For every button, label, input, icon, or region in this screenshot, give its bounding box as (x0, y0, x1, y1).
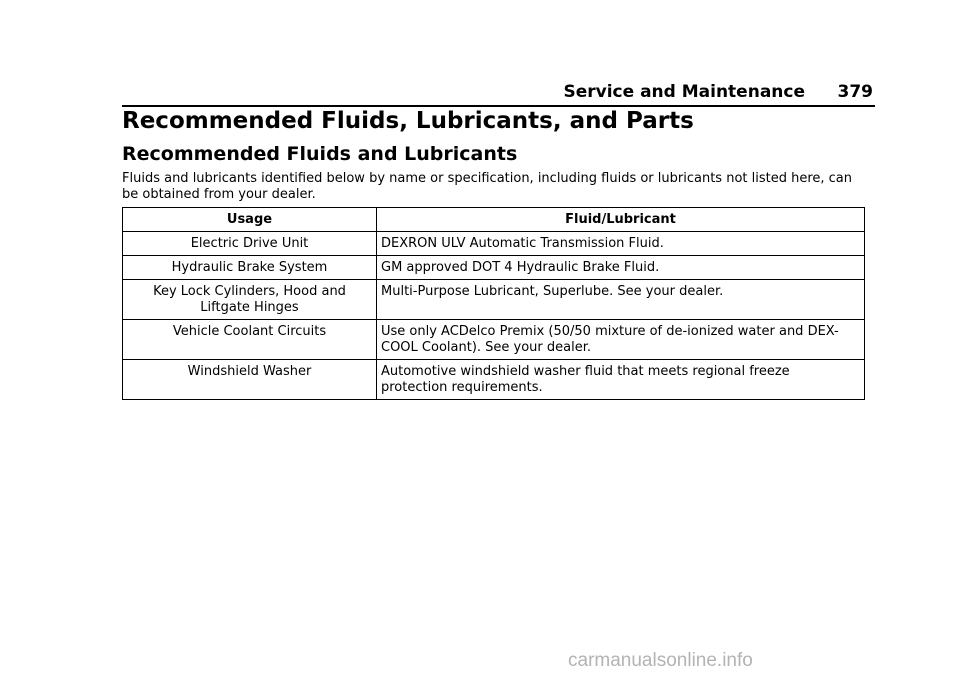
watermark: carmanualsonline.info (568, 650, 753, 671)
page-number: 379 (837, 82, 873, 102)
usage-cell: Hydraulic Brake System (123, 256, 377, 280)
fluid-cell: Automotive windshield washer fluid that meets regional freeze protection requirements. (377, 360, 865, 400)
intro-paragraph: Fluids and lubricants identified below by name or specification, including fluids or lubricants not listed here, can be obtained from your dealer. (122, 171, 853, 202)
table-row (123, 256, 865, 280)
table-row (123, 360, 865, 400)
section-title: Recommended Fluids and Lubricants (122, 143, 518, 165)
fluids-table (122, 207, 865, 400)
usage-cell: Key Lock Cylinders, Hood and Liftgate Hinges (123, 280, 377, 320)
table-header-row (123, 208, 865, 232)
usage-cell: Electric Drive Unit (123, 232, 377, 256)
column-header-usage: Usage (123, 208, 377, 232)
fluid-cell: DEXRON ULV Automatic Transmission Fluid. (377, 232, 865, 256)
column-header-fluid: Fluid/Lubricant (377, 208, 865, 232)
table-row (123, 232, 865, 256)
fluid-cell: Multi-Purpose Lubricant, Superlube. See your dealer. (377, 280, 865, 320)
table-row (123, 320, 865, 360)
table-row (123, 280, 865, 320)
chapter-title: Recommended Fluids, Lubricants, and Parts (122, 108, 694, 134)
fluid-cell: GM approved DOT 4 Hydraulic Brake Fluid. (377, 256, 865, 280)
fluid-cell: Use only ACDelco Premix (50/50 mixture of de-ionized water and DEX-COOL Coolant). See your dealer. (377, 320, 865, 360)
usage-cell: Vehicle Coolant Circuits (123, 320, 377, 360)
usage-cell: Windshield Washer (123, 360, 377, 400)
section-name: Service and Maintenance (563, 82, 805, 102)
running-header (122, 80, 875, 107)
